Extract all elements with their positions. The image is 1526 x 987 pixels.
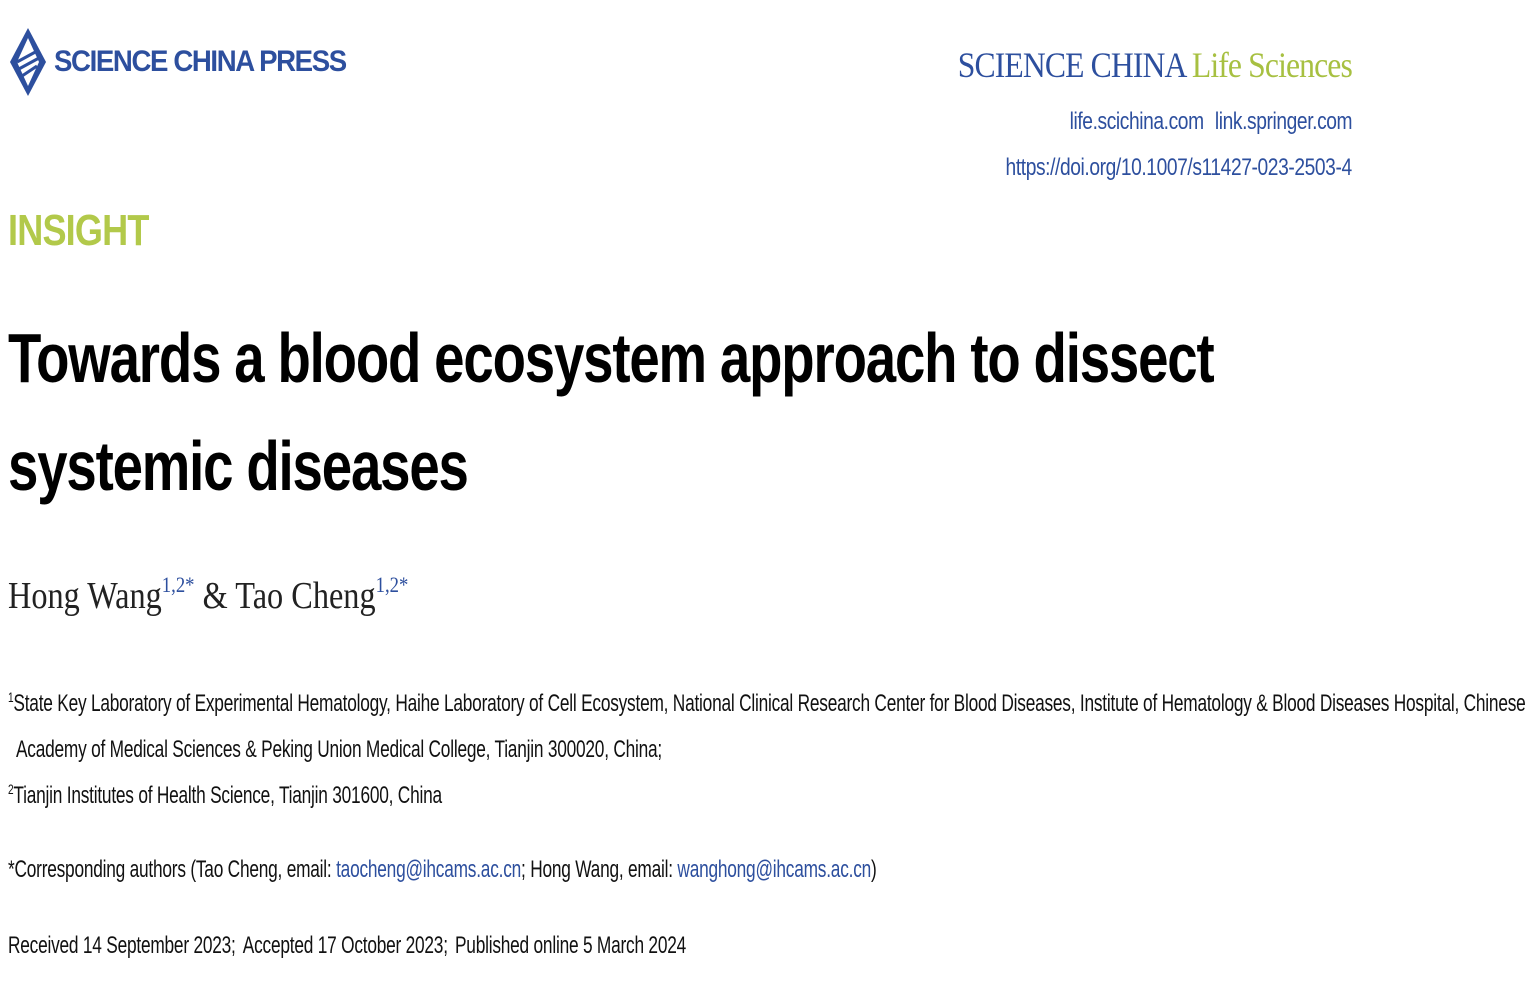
section-label: INSIGHT [8, 206, 149, 255]
author-affiliation-mark[interactable]: 1,2* [161, 572, 195, 597]
publication-dates [8, 932, 686, 960]
received-date: Received 14 September 2023; [8, 932, 236, 959]
affiliation-2 [8, 782, 442, 810]
doi-link[interactable]: https://doi.org/10.1007/s11427-023-2503-4 [1005, 154, 1352, 181]
journal-link-springer[interactable]: link.springer.com [1214, 108, 1352, 135]
affiliation-text: Tianjin Institutes of Health Science, Tianjin 301600, China [13, 782, 442, 809]
journal-links [1069, 108, 1352, 136]
corresponding-authors [8, 856, 877, 884]
journal-name-part2: Life Sciences [1191, 45, 1352, 85]
email-link-tao-cheng[interactable]: taocheng@ihcams.ac.cn [336, 856, 522, 883]
author-name: Tao Cheng [235, 575, 376, 617]
affiliation-text: State Key Laboratory of Experimental Hematology, Haihe Laboratory of Cell Ecosystem, National Clinical Research Center for Blood Diseases, Institute of Hematology & Blood Diseases Hospital, Chinese [13, 690, 1526, 717]
published-date: Published online 5 March 2024 [454, 932, 687, 959]
journal-link-scichina[interactable]: life.scichina.com [1069, 108, 1204, 135]
author-separator: & [202, 575, 228, 617]
accepted-date: Accepted 17 October 2023; [242, 932, 448, 959]
affiliation-mark: 1 [8, 689, 14, 705]
email-link-hong-wang[interactable]: wanghong@ihcams.ac.cn [677, 856, 872, 883]
author-affiliation-mark[interactable]: 1,2* [375, 572, 409, 597]
corresponding-suffix: ) [871, 856, 877, 883]
author-list [8, 574, 408, 618]
journal-name [958, 44, 1352, 86]
article-title-line1: Towards a blood ecosystem approach to dissect [8, 319, 1214, 397]
affiliation-mark: 2 [8, 781, 14, 797]
publisher-logo [8, 26, 371, 98]
article-title [8, 304, 1214, 520]
article-title-line2: systemic diseases [8, 427, 468, 505]
publisher-name: SCIENCE CHINA PRESS [54, 45, 346, 78]
affiliation-1 [8, 690, 1526, 718]
author-name: Hong Wang [8, 575, 162, 617]
corresponding-middle: ; Hong Wang, email: [521, 856, 678, 883]
science-china-press-logo-icon [8, 26, 48, 98]
corresponding-prefix: *Corresponding authors (Tao Cheng, email: [8, 856, 337, 883]
journal-name-part1: SCIENCE CHINA [957, 45, 1185, 85]
affiliation-1-continued: Academy of Medical Sciences & Peking Union Medical College, Tianjin 300020, China; [16, 736, 663, 763]
